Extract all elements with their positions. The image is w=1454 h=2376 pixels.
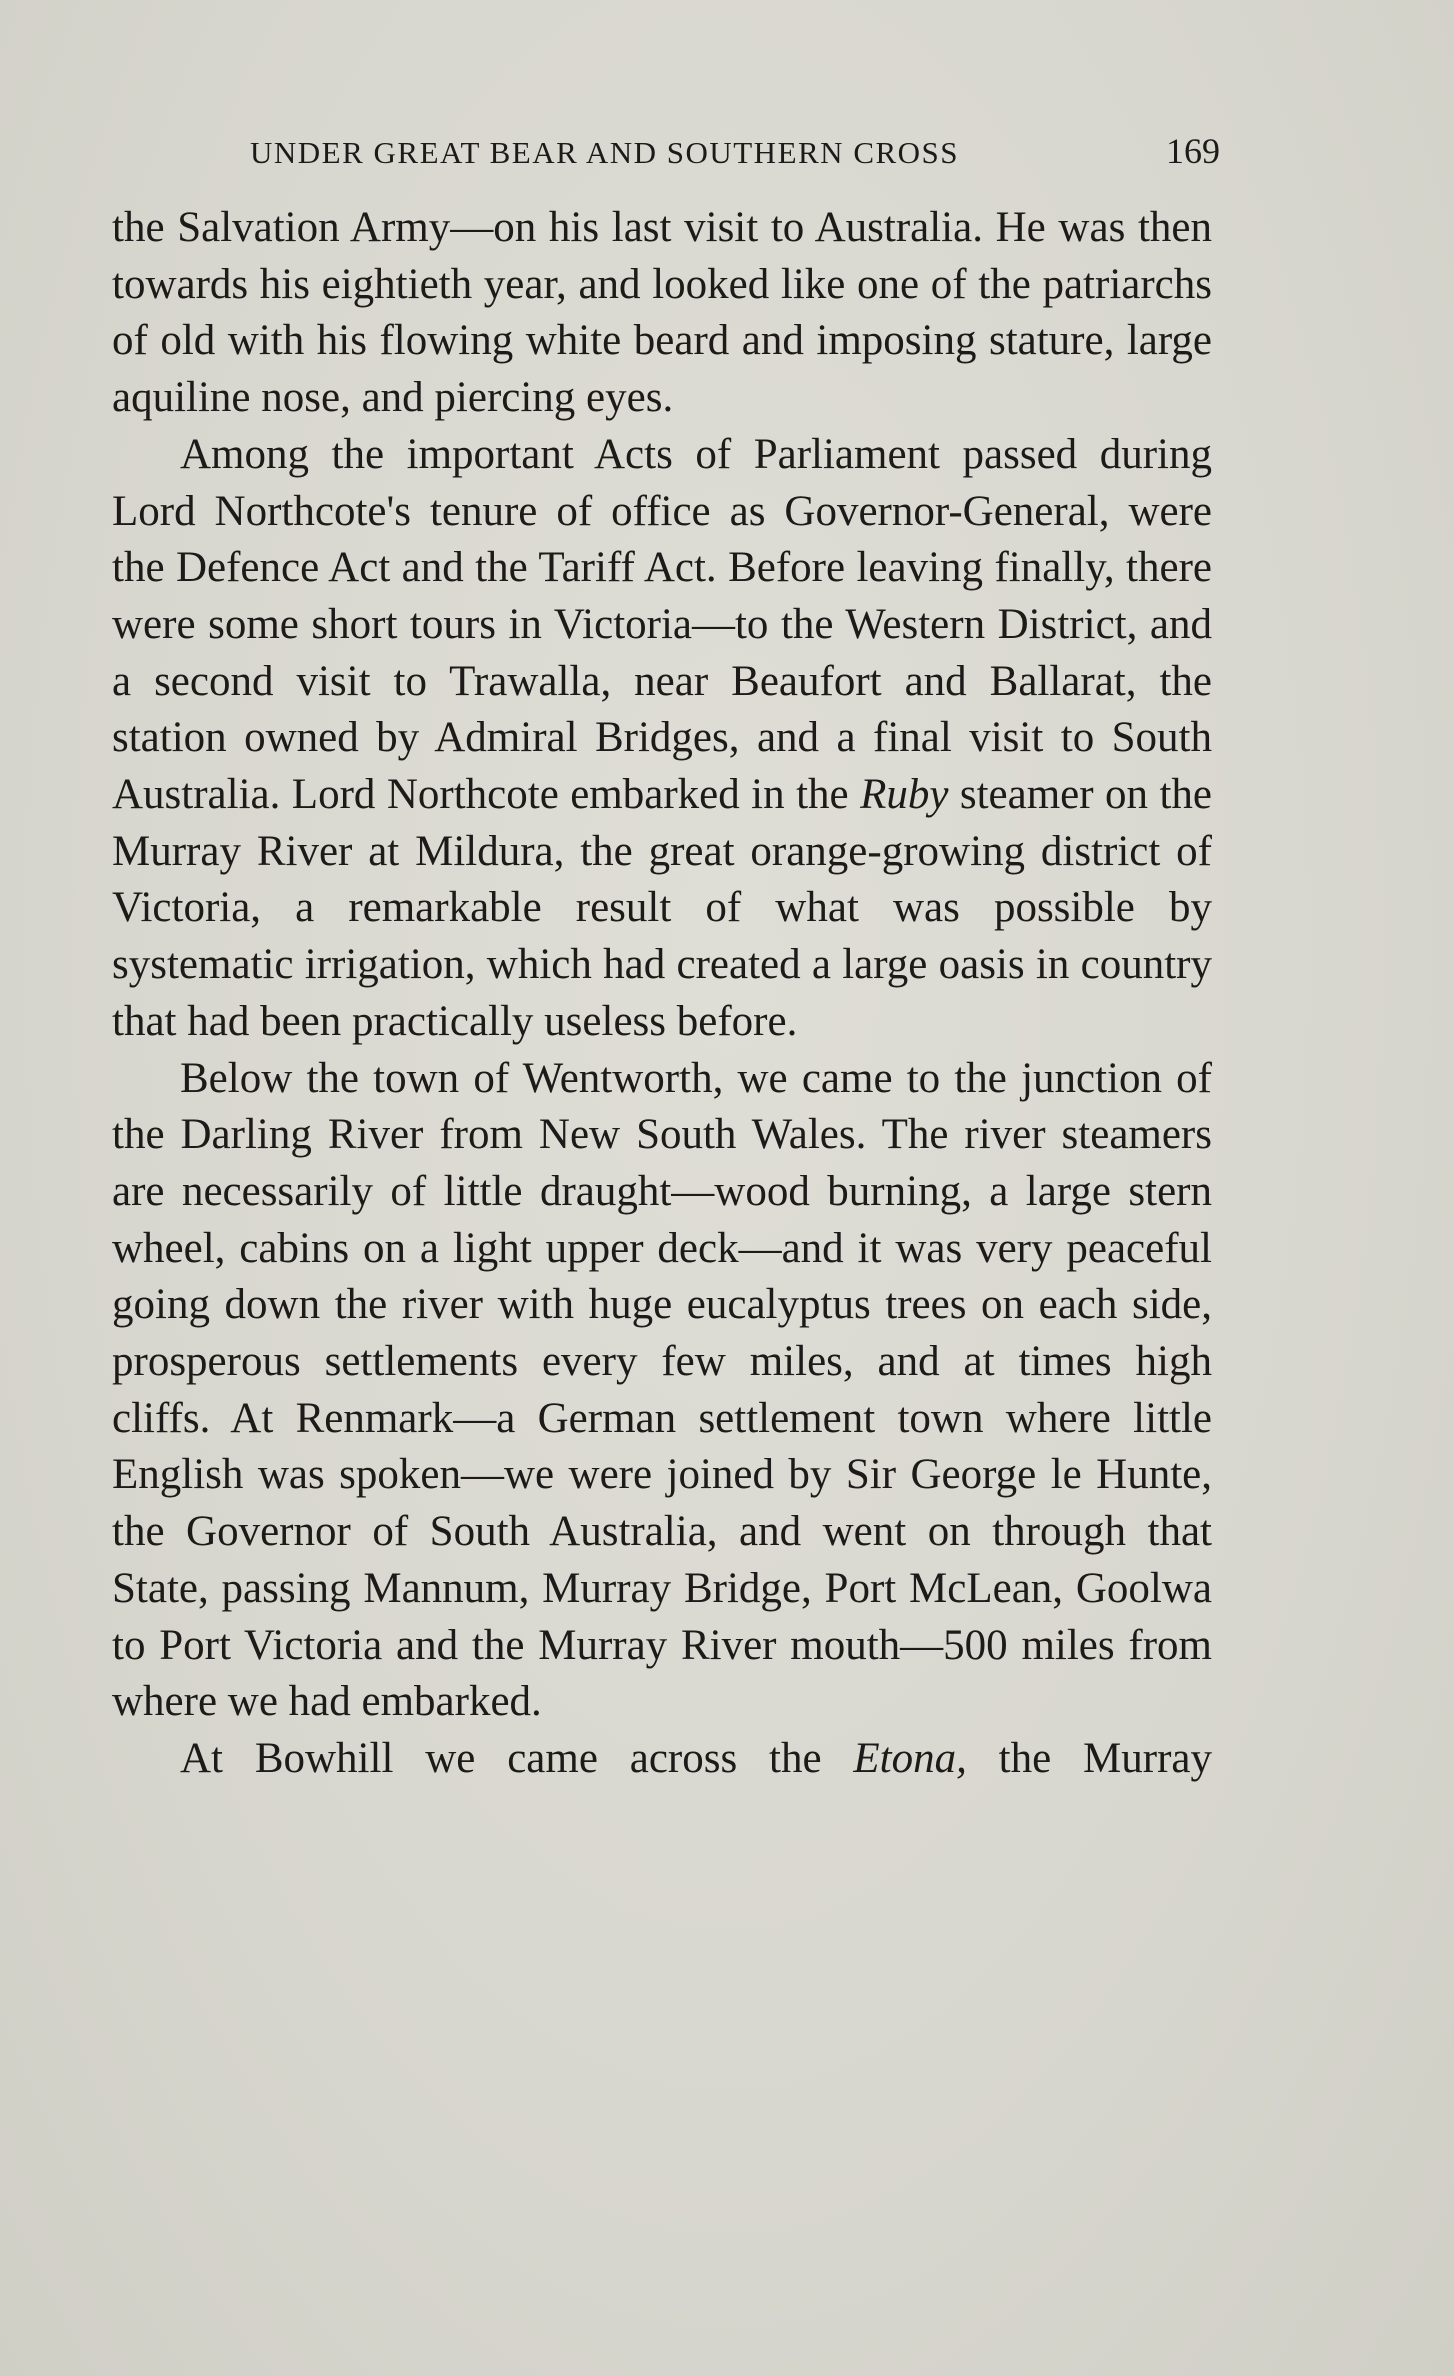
page-number: 169	[1166, 131, 1220, 171]
paragraph-3-text: Below the town of Wentworth, we came to the junction of the Darling River from New South Wales. The river steamers are necessarily of little draught—wood burning, a large stern wheel, cabins on a light upper deck—and it was very peaceful going down the river with huge eucalyptus trees on each side, prosperous settlements every few miles, and at times high cliffs. At Renmark—a German settlement town where little English was spoken—we were joined by Sir George le Hunte, the Governor of South Australia, and went on through that State, passing Mannum, Murray Bridge, Port McLean, Goolwa to Port Victoria and the Murray River mouth—500 miles from where we had embarked.	[112, 1054, 1212, 1726]
running-head	[250, 130, 1220, 180]
paragraph-4-text-a: At Bowhill we came across the	[180, 1734, 822, 1782]
paragraph-3	[112, 1051, 1212, 1731]
ship-name-etona: Etona,	[853, 1734, 967, 1782]
paragraph-1-text: the Salvation Army—on his last visit to Australia. He was then towards his eightieth year, and looked like one of the patriarchs of old with his flowing white beard and imposing stature, large aquiline nose, and piercing eyes.	[112, 204, 1212, 422]
ship-name-ruby: Ruby	[860, 771, 949, 819]
paragraph-4	[112, 1731, 1212, 1788]
paragraph-2-text-b: steamer on the Murray River at Mildura, the great orange-growing district of Victoria, a remarkable result of what was possible by systematic irrigation, which had created a large oasis in country that had been practically useless before.	[112, 771, 1212, 1045]
paragraph-2	[112, 427, 1212, 1051]
running-title: UNDER GREAT BEAR AND SOUTHERN CROSS	[250, 135, 960, 170]
paragraph-1	[112, 200, 1212, 427]
body-text	[112, 200, 1212, 1788]
paragraph-4-text-b: the Murray	[998, 1734, 1212, 1782]
paragraph-2-text-a: Among the important Acts of Parliament passed during Lord Northcote's tenure of office as Governor-General, were the Defence Act and the Tariff Act. Before leaving finally, there were some short tours in Victoria—to the Western District, and a second visit to Trawalla, near Beaufort and Ballarat, the station owned by Admiral Bridges, and a final visit to South Australia. Lord Northcote embarked in the	[112, 430, 1212, 819]
